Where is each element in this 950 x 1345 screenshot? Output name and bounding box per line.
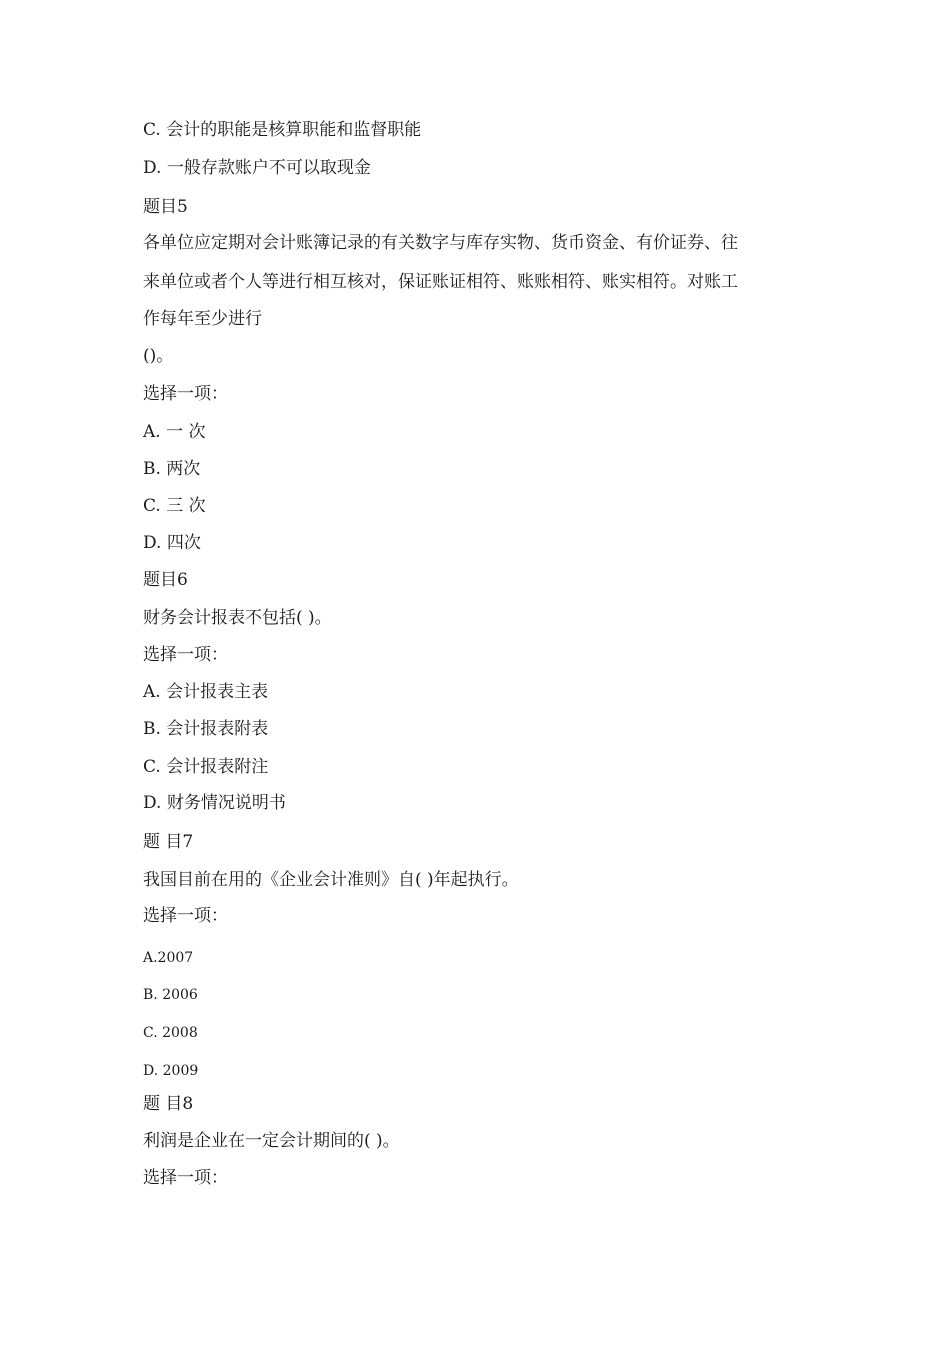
question-7-text: 我国目前在用的《企业会计准则》自( )年起执行。	[143, 870, 519, 890]
option-c-q7: C. 2008	[143, 1025, 198, 1041]
option-d-q6: D. 财务情况说明书	[143, 793, 286, 813]
option-d-q7: D. 2009	[143, 1063, 199, 1079]
option-b-q5: B. 两次	[143, 459, 201, 479]
question-8-text: 利润是企业在一定会计期间的( )。	[143, 1131, 400, 1151]
option-b-q6: B. 会计报表附表	[143, 719, 269, 739]
question-5-text-line2: 来单位或者个人等进行相互核对，保证账证相符、账账相符、账实相符。对账工	[143, 272, 738, 292]
option-a-q7: A.2007	[143, 950, 194, 966]
question-8-heading: 题 目8	[143, 1094, 194, 1114]
option-a-q5: A. 一 次	[143, 422, 206, 442]
option-c-q6: C. 会计报表附注	[143, 757, 269, 777]
question-7-heading: 题 目7	[143, 832, 194, 852]
option-c-q4: C. 会计的职能是核算职能和监督职能	[143, 120, 422, 140]
option-a-q6: A. 会计报表主表	[143, 682, 269, 702]
select-one-label: 选择一项：	[143, 384, 228, 404]
question-6-heading: 题目6	[143, 570, 188, 590]
option-b-q7: B. 2006	[143, 987, 198, 1003]
question-5-heading: 题目5	[143, 197, 188, 217]
option-d-q4: D. 一般存款账户不可以取现金	[143, 158, 371, 178]
question-6-text: 财务会计报表不包括( )。	[143, 608, 332, 628]
option-d-q5: D. 四次	[143, 533, 201, 553]
select-one-label: 选择一项：	[143, 1168, 228, 1188]
select-one-label: 选择一项：	[143, 906, 228, 926]
select-one-label: 选择一项：	[143, 645, 228, 665]
question-5-blank: ()。	[143, 346, 174, 366]
option-c-q5: C. 三 次	[143, 496, 206, 516]
question-5-text-line1: 各单位应定期对会计账簿记录的有关数字与库存实物、货币资金、有价证券、往	[143, 233, 738, 253]
question-5-text-line3: 作每年至少进行	[143, 309, 262, 329]
